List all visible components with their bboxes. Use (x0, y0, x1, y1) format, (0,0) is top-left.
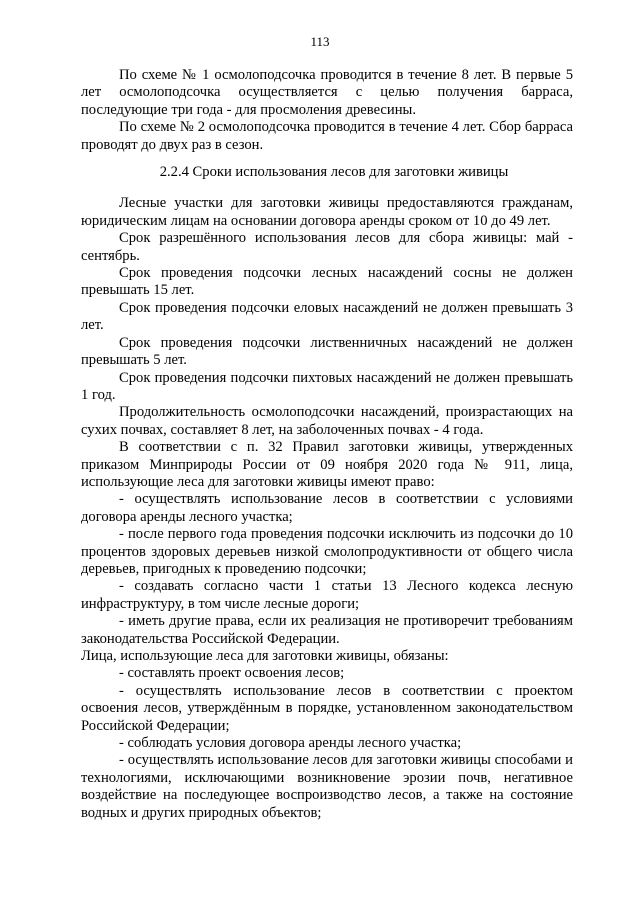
page-number: 113 (310, 34, 330, 49)
document-body (81, 67, 573, 822)
rights-list-item: - создавать согласно части 1 статьи 13 Лесного кодекса лесную инфраструктуру, в том числе лесные дороги; (81, 578, 573, 612)
paragraph: Продолжительность осмолоподсочки насаждений, произрастающих на сухих почвах, составляет 8 лет, на заболоченных почвах - 4 года. (81, 404, 573, 438)
rights-list-item: - после первого года проведения подсочки исключить из подсочки до 10 процентов здоровых деревьев низкой смолопродуктивности от общего числа деревьев, пригодных к проведению подсочки; (81, 526, 573, 577)
paragraph: Срок разрешённого использования лесов для сбора живицы: май - сентябрь. (81, 230, 573, 264)
paragraph: Срок проведения подсочки пихтовых насаждений не должен превышать 1 год. (81, 369, 573, 403)
paragraph-scheme-2: По схеме № 2 осмолоподсочка проводится в течение 4 лет. Сбор барраса проводят до двух раз в сезон. (81, 119, 573, 153)
obligations-intro: Лица, использующие леса для заготовки живицы, обязаны: (81, 648, 449, 664)
rights-list-item: - иметь другие права, если их реализация не противоречит требованиям законодательства Российской Федерации. (81, 613, 573, 647)
paragraph-scheme-1: По схеме № 1 осмолоподсочка проводится в течение 8 лет. В первые 5 лет осмолоподсочка осуществляется с целью получения барраса, последующие три года - для просмоления древесины. (81, 67, 573, 118)
paragraph: В соответствии с п. 32 Правил заготовки живицы, утвержденных приказом Минприроды России от 09 ноября 2020 года № 911, лица, использующие леса для заготовки живицы имеют право: (81, 439, 573, 490)
paragraph: Лесные участки для заготовки живицы предоставляются гражданам, юридическим лицам на основании договора аренды сроком от 10 до 49 лет. (81, 195, 573, 229)
obligations-list-item: - соблюдать условия договора аренды лесного участка; (119, 735, 462, 752)
obligations-list-item: - осуществлять использование лесов для заготовки живицы способами и технологиями, исключающими возникновение эрозии почв, негативное воздействие на последующее воспроизводство лесов, а также на состояние водных и других природных объектов; (81, 752, 573, 821)
obligations-list-item: - осуществлять использование лесов в соответствии с проектом освоения лесов, утверждённым в порядке, установленном законодательством Российской Федерации; (81, 682, 573, 734)
rights-list-item: - осуществлять использование лесов в соответствии с условиями договора аренды лесного участка; (81, 491, 573, 525)
paragraph: Срок проведения подсочки лиственничных насаждений не должен превышать 5 лет. (81, 334, 573, 369)
section-heading: 2.2.4 Сроки использования лесов для заготовки живицы (159, 164, 509, 181)
paragraph: Срок проведения подсочки еловых насаждений не должен превышать 3 лет. (81, 299, 573, 334)
paragraph: Срок проведения подсочки лесных насаждений сосны не должен превышать 15 лет. (81, 265, 573, 299)
obligations-list-item: - составлять проект освоения лесов; (119, 665, 345, 682)
